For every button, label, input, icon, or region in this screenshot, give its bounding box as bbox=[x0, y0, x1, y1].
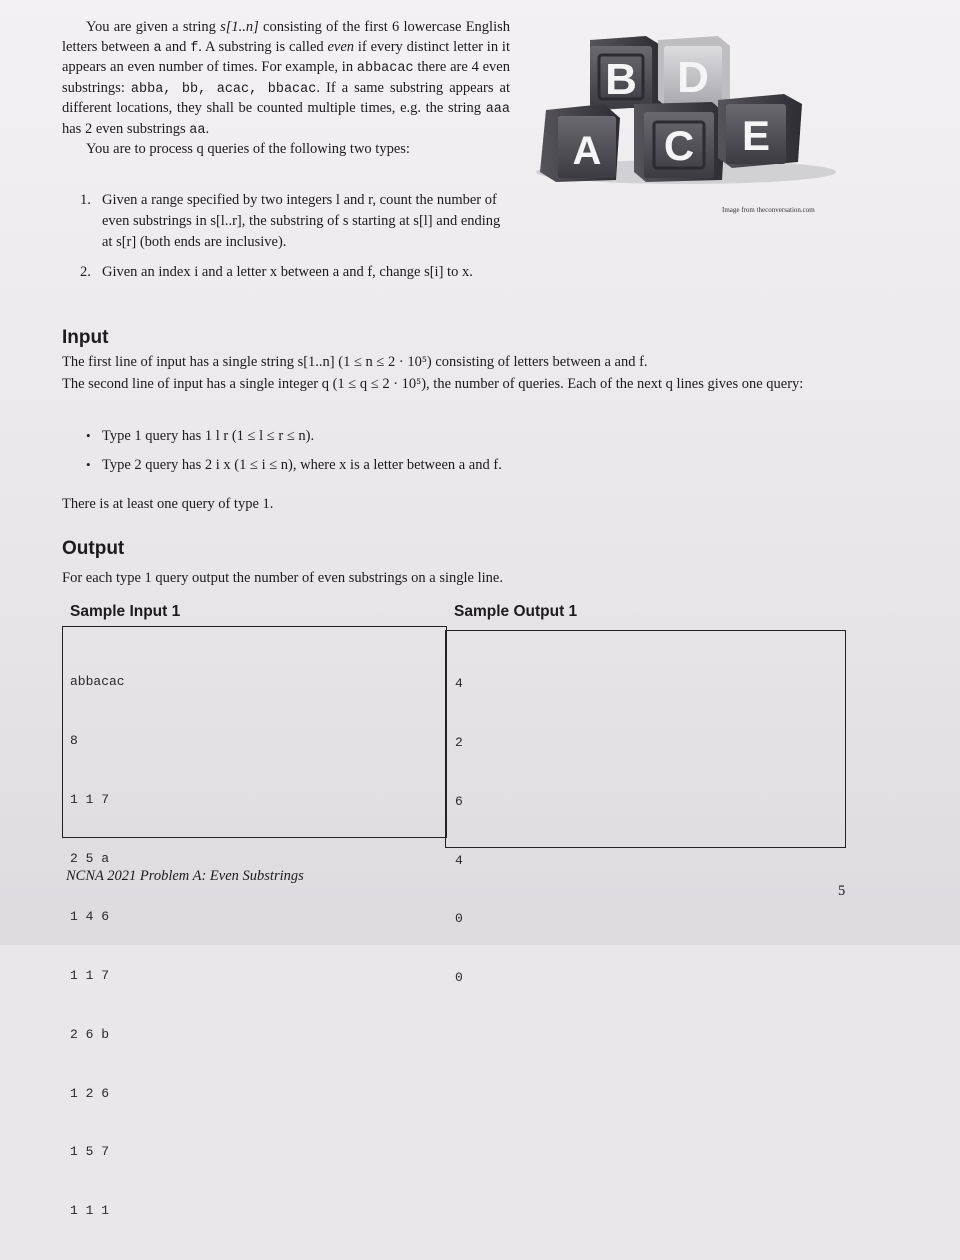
sample-input-line: 1 5 7 bbox=[70, 1144, 110, 1160]
sample-output-title: Sample Output 1 bbox=[454, 603, 578, 620]
intro-paragraph: You are given a string s[1..n] consisting of the first 6 lowercase English letters between a and f. A substring is called even if every distinct letter in it appears an even number of times. For example, in abbacac there are 4 even substrings: abba, bb, acac, bbacac. If a same substring appears at different locations, they shall be counted multiple times, e.g. the string aaa has 2 even substrings aa. bbox=[62, 19, 511, 138]
sample-input-line: 2 5 a bbox=[70, 850, 110, 866]
output-heading: Output bbox=[62, 538, 125, 559]
input-heading: Input bbox=[62, 327, 109, 348]
list-item: 1. Given a range specified by two integers l and r, count the number of even substrings in s[l..r], the substring of s starting at s[l] and ending at s[r] (both ends are inclusive). bbox=[80, 192, 501, 250]
queries-intro: You are to process q queries of the following two types: bbox=[86, 141, 410, 157]
sample-output-lines bbox=[446, 631, 845, 1027]
sample-input-line: 1 4 6 bbox=[70, 909, 110, 925]
list-item: • Type 1 query has 1 l r (1 ≤ l ≤ r ≤ n). bbox=[86, 428, 315, 444]
bullet-icon: • bbox=[86, 428, 91, 443]
sample-input-line: 8 bbox=[70, 732, 78, 748]
footer-title: NCNA 2021 Problem A: Even Substrings bbox=[66, 868, 304, 884]
sample-input-line: 1 2 6 bbox=[70, 1085, 110, 1101]
sample-input-lines bbox=[63, 627, 446, 1260]
input-paragraph-2: The second line of input has a single integer q (1 ≤ q ≤ 2 · 10⁵), the number of queries. Each of the next q lines gives one query: bbox=[62, 376, 804, 392]
sample-input-line: abbacac bbox=[70, 674, 125, 690]
block-letter-d: D bbox=[677, 53, 709, 102]
block-letter-c: C bbox=[663, 122, 695, 169]
sample-input-line: 2 6 b bbox=[70, 1026, 110, 1042]
sample-output-line: 4 bbox=[455, 676, 463, 692]
bullet-icon: • bbox=[86, 457, 91, 472]
sample-output-line: 0 bbox=[455, 970, 463, 986]
sample-output-line: 6 bbox=[455, 793, 463, 809]
page-number: 5 bbox=[838, 883, 846, 899]
sample-output-box bbox=[445, 630, 846, 986]
output-paragraph: For each type 1 query output the number of even substrings on a single line. bbox=[62, 570, 503, 586]
query-types-list bbox=[80, 190, 510, 292]
image-credit: Image from theconversation.com bbox=[722, 206, 815, 214]
block-letter-b: B bbox=[605, 55, 637, 104]
problem-statement-intro bbox=[62, 18, 510, 160]
sample-input-line: 1 1 1 bbox=[70, 1203, 110, 1219]
sample-input-title: Sample Input 1 bbox=[70, 603, 181, 620]
list-item: 2. Given an index i and a letter x between a and f, change s[i] to x. bbox=[80, 264, 473, 280]
input-bullet-list bbox=[86, 428, 786, 486]
input-paragraph-1: The first line of input has a single string s[1..n] (1 ≤ n ≤ 2 · 10⁵) consisting of letters between a and f. bbox=[62, 354, 648, 370]
list-item: • Type 2 query has 2 i x (1 ≤ i ≤ n), where x is a letter between a and f. bbox=[86, 457, 502, 473]
sample-input-line: 1 1 7 bbox=[70, 968, 110, 984]
sample-output-line: 2 bbox=[455, 734, 463, 750]
block-letter-a: A bbox=[572, 129, 602, 173]
letter-blocks-image bbox=[536, 22, 836, 187]
input-paragraph-3: There is at least one query of type 1. bbox=[62, 496, 274, 512]
sample-input-line: 1 1 7 bbox=[70, 791, 110, 807]
sample-output-line: 4 bbox=[455, 852, 463, 868]
sample-output-line: 0 bbox=[455, 911, 463, 927]
block-letter-e: E bbox=[741, 112, 771, 159]
